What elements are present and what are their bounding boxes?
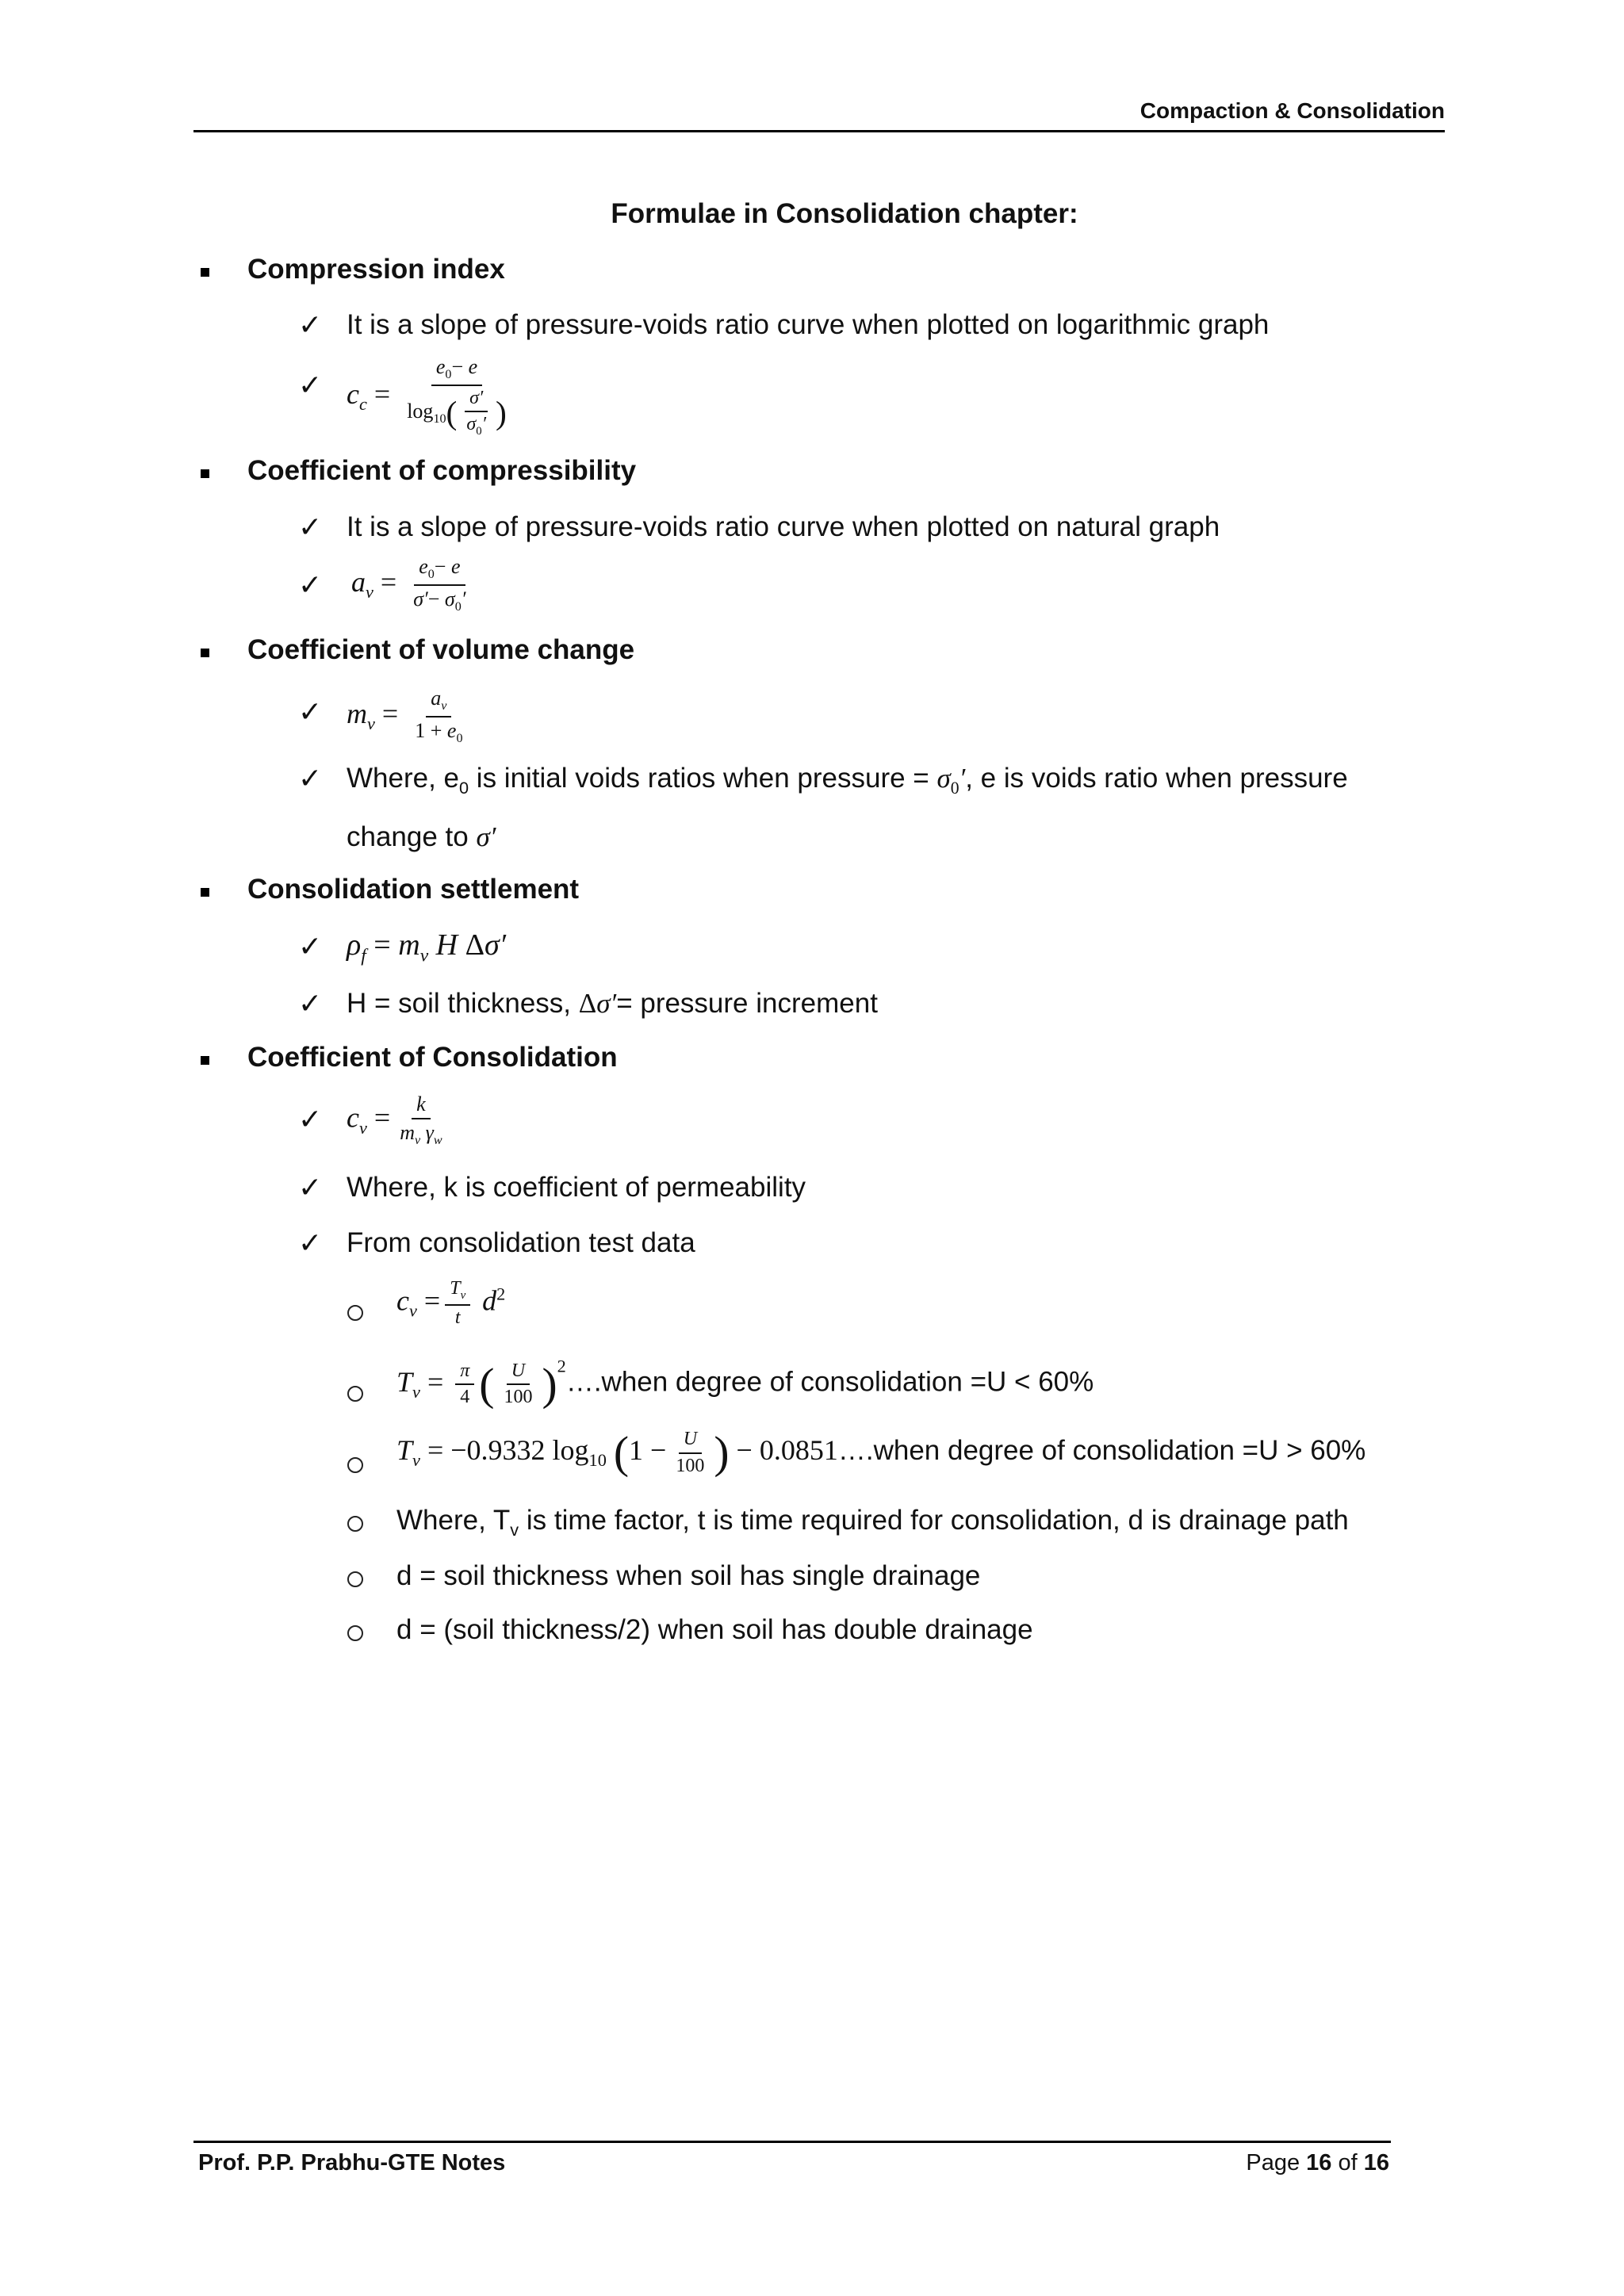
from-test-line: From consolidation test data [347, 1227, 695, 1258]
formula-tv-lt60: $T_v$ = $\frac{\pi}{4}$ ( $\frac{U}{100}$ )$^2$….when degree of consolidation =U < 60% [396, 1356, 1094, 1410]
formula-tv-gt60: $T_v = -0.9332$ $\log_{10} (1$ − $\frac{U}{100}$ ) − 0.0851….when degree of consolidation =U > 60% [396, 1428, 1366, 1478]
page-title: Formulae in Consolidation chapter: [611, 198, 1078, 229]
formula-rho: $\rho_f = m_v$ H Δσ′ [347, 928, 507, 966]
running-header: Compaction & Consolidation [1139, 98, 1445, 123]
circle-bullet-icon [347, 1386, 363, 1402]
footer-rule [193, 2141, 1391, 2143]
coeff-compressibility-desc: It is a slope of pressure-voids ratio curve when plotted on natural graph [347, 511, 1220, 542]
section-consolidation-settlement: Consolidation settlement [247, 874, 580, 905]
section-coeff-compressibility: Coefficient of compressibility [247, 455, 637, 486]
section-coeff-consolidation: Coefficient of Consolidation [247, 1042, 618, 1073]
check-mark-icon: ✓ [298, 931, 323, 963]
check-mark-icon: ✓ [298, 763, 323, 795]
formula-cv: $c_v$ = $\frac{k}{m_v \gamma_w}$ [347, 1093, 442, 1148]
section-coeff-volume-change: Coefficient of volume change [247, 634, 635, 665]
footer-author: Prof. P.P. Prabhu-GTE Notes [198, 2150, 506, 2175]
square-bullet-icon [201, 888, 209, 897]
circle-bullet-icon [347, 1457, 363, 1473]
check-mark-icon: ✓ [298, 1172, 323, 1204]
circle-bullet-icon [347, 1625, 363, 1641]
square-bullet-icon [201, 268, 209, 277]
page-number: Page 16 of 16 [1246, 2150, 1389, 2175]
check-mark-icon: ✓ [298, 369, 323, 402]
circle-bullet-icon [347, 1305, 363, 1321]
circle-bullet-icon [347, 1516, 363, 1532]
volume-change-where-line2: change to σ′ [347, 821, 496, 852]
where-k-line: Where, k is coefficient of permeability [347, 1172, 806, 1203]
check-mark-icon: ✓ [298, 988, 323, 1020]
formula-mv: $m_v$ = $\frac{a_v}{1 + e_0}$ [347, 687, 463, 745]
section-compression-index: Compression index [247, 254, 505, 285]
circle-bullet-icon [347, 1571, 363, 1587]
square-bullet-icon [201, 469, 209, 478]
check-mark-icon: ✓ [298, 1227, 323, 1260]
settlement-h-def: H = soil thickness, Δσ′= pressure increment [347, 988, 878, 1019]
square-bullet-icon [201, 649, 209, 657]
volume-change-where-line1: Where, $e_0$ is initial voids ratios when pressure = $\sigma_0'$, e is voids ratio when pressure [347, 763, 1348, 798]
check-mark-icon: ✓ [298, 569, 323, 602]
square-bullet-icon [201, 1056, 209, 1065]
single-drainage-line: d = soil thickness when soil has single drainage [396, 1560, 981, 1591]
check-mark-icon: ✓ [298, 1104, 323, 1136]
formula-av: $a_v$ = $\frac{e_0- e}{\sigma'- \sigma_0'}$ [351, 555, 466, 614]
check-mark-icon: ✓ [298, 696, 323, 729]
where-tv-line: Where, $T_v$ is time factor, t is time required for consolidation, d is drainage path [396, 1505, 1349, 1540]
formula-cc: $c_c$ = $e_0- e$ $\log_{10}$( $\frac{\sigma'}{\sigma_0'}$ ) [347, 355, 507, 438]
double-drainage-line: d = (soil thickness/2) when soil has double drainage [396, 1614, 1033, 1645]
compression-index-desc: It is a slope of pressure-voids ratio curve when plotted on logarithmic graph [347, 309, 1270, 340]
header-rule [193, 130, 1445, 132]
check-mark-icon: ✓ [298, 511, 323, 544]
check-mark-icon: ✓ [298, 309, 323, 342]
formula-cv-test: $c_v$ = $\frac{T_v}{t}$ $d^2$ [396, 1278, 506, 1328]
